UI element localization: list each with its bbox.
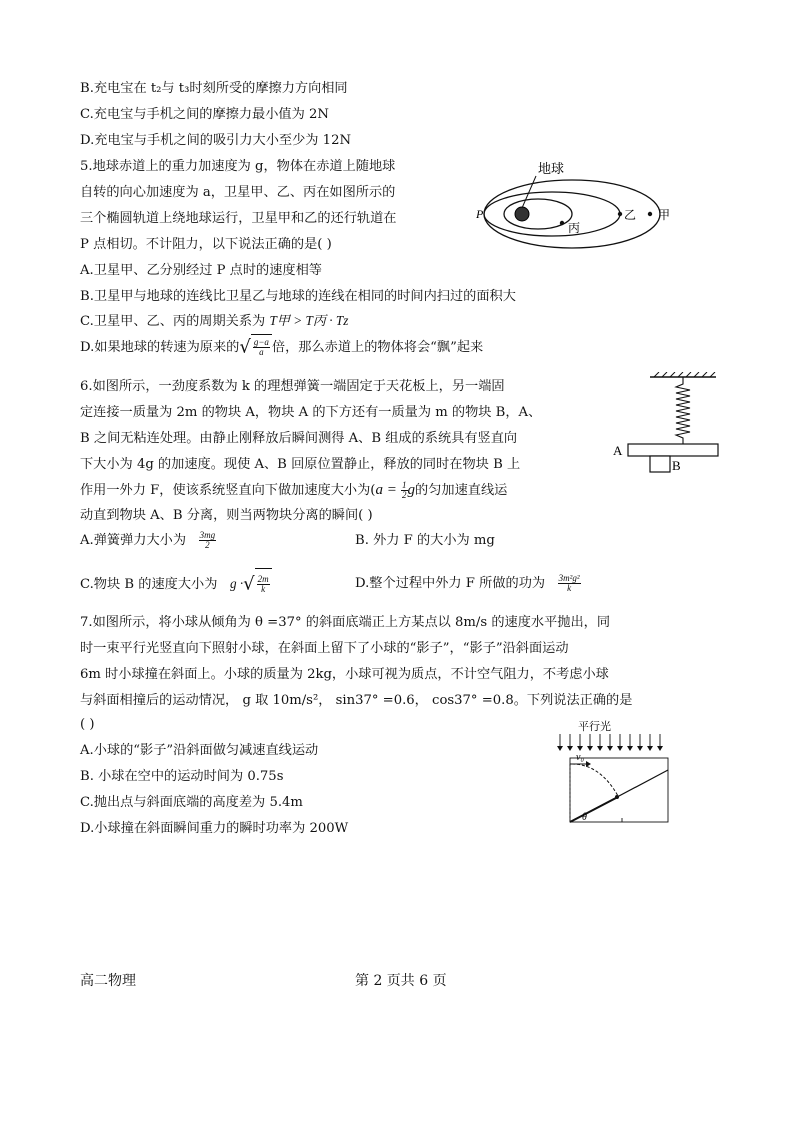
label-bing: 丙 [568,221,581,235]
q6-stem-line-2: 定连接一质量为 2m 的物块 A，物块 A 的下方还有一质量为 m 的物块 B，A、 [80,405,542,420]
frac-numerator: 1 [402,480,407,490]
label-yi: 乙 [624,208,637,222]
satellite-jia-dot [648,212,652,216]
q5-option-d-text: D.如果地球的转速为原来的 [80,340,240,355]
q5-option-c-formula: T甲 > T丙 · Tz [269,313,349,328]
q6-option-a-text: A.弹簧弹力大小为 [80,533,187,548]
frac-numerator: 3mg [199,530,216,540]
q5-option-c-text: C.卫星甲、乙、丙的周期关系为 [80,314,270,329]
q6-option-b: B. 外力 F 的大小为 mg [355,533,495,548]
incline-diagram [556,718,676,830]
q6-stem-line-5 [80,476,507,504]
footer-page-number: 第 2 页共 6 页 [355,973,447,989]
label-jia: 甲 [658,208,671,222]
q5-option-d [80,334,483,360]
q5-stem-line-4: P 点相切。不计阻力，以下说法正确的是( ) [80,237,332,252]
v0-arrowhead [586,761,591,767]
q6-stem-line-6: 动直到物块 A、B 分离，则当两物块分离的瞬间( ) [80,508,373,523]
q7-stem-line-5: ( ) [80,717,95,732]
q6-option-c [80,568,272,600]
spring-blocks-diagram [610,372,720,482]
label-b: B [672,458,681,473]
light-arrowheads [557,746,663,751]
q4-option-d: D.充电宝与手机之间的吸引力大小至少为 12N [80,133,351,148]
sqrt-sign: √ [239,336,251,358]
q6-line5-suffix: 的匀加速直线运 [415,483,508,498]
q6-option-c-g: g · [229,576,244,591]
q7-option-a: A.小球的“影子”沿斜面做匀减速直线运动 [80,743,319,758]
q6-stem-line-3: B 之间无粘连处理。由静止刚释放后瞬间测得 A、B 组成的系统具有竖直向 [80,431,518,446]
q7-stem-line-3: 6m 时小球撞在斜面上。小球的质量为 2kg，小球可视为质点，不计空气阻力，不考虑小球 [80,667,609,682]
block-b [650,456,670,472]
q5-option-a: A.卫星甲、乙分别经过 P 点时的速度相等 [80,263,322,278]
q5-stem-line-1: 5.地球赤道上的重力加速度为 g，物体在赤道上随地球 [80,159,396,174]
q6-line5-text: 作用一外力 F，使该系统竖直向下做加速度大小为( [80,483,376,498]
q6-option-d-text: D.整个过程中外力 F 所做的功为 [355,576,546,591]
orbit-diagram [476,158,676,268]
q6-stem-line-1: 6.如图所示，一劲度系数为 k 的理想弹簧一端固定于天花板上，另一端固 [80,379,505,394]
frac-numerator: g−a [253,337,269,347]
q7-option-c: C.抛出点与斜面底端的高度差为 5.4m [80,795,303,810]
label-p: P [476,207,484,221]
label-v0: v₀ [576,752,584,763]
q7-option-d: D.小球撞在斜面瞬间重力的瞬时功率为 200W [80,821,349,836]
frac-denominator: 2 [402,490,407,500]
label-light: 平行光 [578,720,611,733]
q6-option-c-text: C.物块 B 的速度大小为 [80,577,218,592]
q6-option-a [80,528,216,554]
q5-option-b: B.卫星甲与地球的连线比卫星乙与地球的连线在相同的时间内扫过的面积大 [80,289,516,304]
q5-option-d-radicand [251,334,272,361]
q7-option-b: B. 小球在空中的运动时间为 0.75s [80,769,284,784]
label-earth: 地球 [538,162,565,177]
q6-stem-line-4: 下大小为 4g 的加速度。现使 A、B 回原位置静止，释放的同时在物块 B 上 [80,457,521,472]
q6-option-d [355,570,581,598]
q5-stem-line-2: 自转的向心加速度为 a，卫星甲、乙、丙在如图所示的 [80,185,396,200]
frac-denominator: a [259,347,264,357]
frac-numerator: 3m²g² [558,573,580,583]
q6-line5-a: a = [375,482,397,498]
q4-option-b: B.充电宝在 t₂与 t₃时刻所受的摩擦力方向相同 [80,81,348,96]
q6-line5-g: g [407,482,416,498]
trajectory [572,764,618,796]
q5-stem-line-3: 三个椭圆轨道上绕地球运行，卫星甲和乙的还行轨道在 [80,211,397,226]
frac-denominator: 2 [205,540,210,550]
sqrt-sign: √ [243,573,255,595]
frac-denominator: k [261,584,266,594]
light-arrows [560,734,660,748]
q7-stem-line-1: 7.如图所示，将小球从倾角为 θ =37° 的斜面底端正上方某点以 8m/s 的速度水平抛出，同 [80,615,611,630]
label-theta: θ [582,812,587,823]
label-a: A [613,443,623,458]
q5-option-d-suffix: 倍，那么赤道上的物体将会“飘”起来 [271,340,484,355]
q7-stem-line-4: 与斜面相撞后的运动情况， g 取 10m/s²， sin37° =0.6， cos37° =0.8。下列说法正确的是 [80,693,633,708]
satellite-yi-dot [618,212,622,216]
spring-coil [676,377,690,444]
frac-denominator: k [567,583,572,593]
q4-option-c: C.充电宝与手机之间的摩擦力最小值为 2N [80,107,329,122]
shadow-path [570,798,616,822]
frac-numerator: 2m [257,574,269,584]
q5-option-c [80,312,348,331]
footer-subject: 高二物理 [80,973,136,989]
earth-icon [515,207,529,221]
satellite-bing-dot [560,221,564,225]
earth-pointer [522,176,536,208]
ball-dot [615,795,619,799]
q7-stem-line-2: 时一束平行光竖直向下照射小球，在斜面上留下了小球的“影子”，“影子”沿斜面运动 [80,641,569,656]
block-a [628,444,718,456]
